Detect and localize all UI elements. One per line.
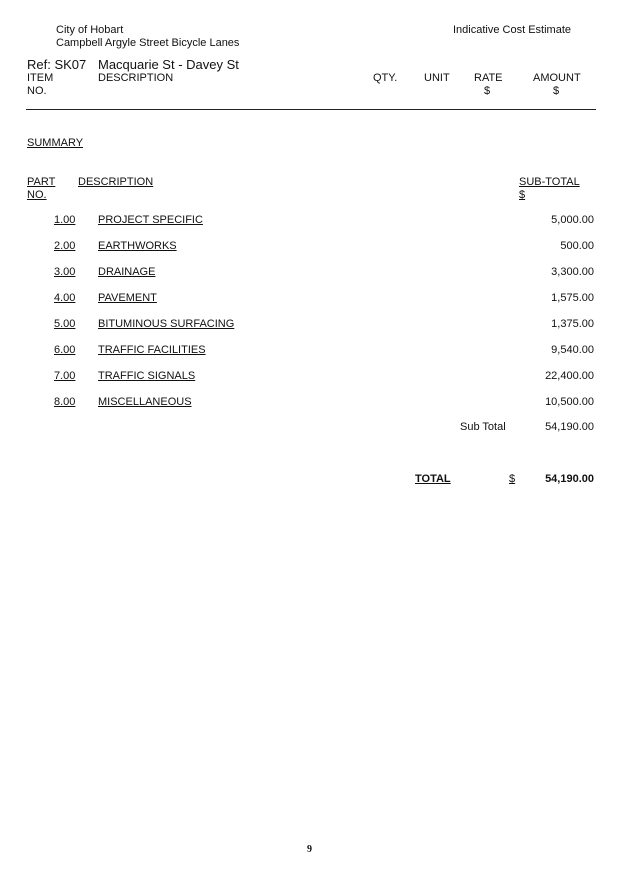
reference: Ref: SK07 bbox=[27, 57, 87, 72]
project-name: Campbell Argyle Street Bicycle Lanes bbox=[56, 37, 240, 49]
part-description: MISCELLANEOUS bbox=[98, 396, 192, 408]
part-number: 7.00 bbox=[54, 370, 76, 382]
summary-col-description: DESCRIPTION bbox=[78, 176, 154, 188]
part-subtotal: 3,300.00 bbox=[551, 266, 594, 278]
subtotal-label: Sub Total bbox=[460, 421, 506, 433]
col-item-no-line2: NO. bbox=[27, 85, 47, 97]
col-rate-line1: RATE bbox=[474, 72, 503, 84]
part-description: TRAFFIC SIGNALS bbox=[98, 370, 196, 382]
part-number: 5.00 bbox=[54, 318, 76, 330]
col-amount-line2: $ bbox=[553, 85, 560, 97]
col-rate-line2: $ bbox=[484, 85, 491, 97]
col-unit: UNIT bbox=[424, 72, 450, 84]
part-description: PAVEMENT bbox=[98, 292, 157, 304]
part-description: TRAFFIC FACILITIES bbox=[98, 344, 206, 356]
part-subtotal: 5,000.00 bbox=[551, 214, 594, 226]
page-number: 9 bbox=[307, 844, 312, 855]
total-currency: $ bbox=[509, 473, 516, 485]
part-number: 6.00 bbox=[54, 344, 76, 356]
total-label: TOTAL bbox=[415, 473, 451, 485]
part-number: 3.00 bbox=[54, 266, 76, 278]
part-subtotal: 1,575.00 bbox=[551, 292, 594, 304]
col-qty: QTY. bbox=[373, 72, 398, 84]
document-type: Indicative Cost Estimate bbox=[453, 24, 571, 36]
summary-col-subtotal-line1: SUB-TOTAL bbox=[519, 176, 580, 188]
col-description: DESCRIPTION bbox=[98, 72, 174, 84]
col-amount-line1: AMOUNT bbox=[533, 72, 581, 84]
part-number: 1.00 bbox=[54, 214, 76, 226]
part-description: PROJECT SPECIFIC bbox=[98, 214, 203, 226]
part-description: EARTHWORKS bbox=[98, 240, 177, 252]
part-description: DRAINAGE bbox=[98, 266, 156, 278]
part-subtotal: 1,375.00 bbox=[551, 318, 594, 330]
part-subtotal: 9,540.00 bbox=[551, 344, 594, 356]
part-subtotal: 22,400.00 bbox=[545, 370, 594, 382]
part-subtotal: 10,500.00 bbox=[545, 396, 594, 408]
summary-col-part-line2: NO. bbox=[27, 189, 47, 201]
total-value: 54,190.00 bbox=[545, 473, 594, 485]
location: Macquarie St - Davey St bbox=[98, 57, 239, 72]
col-item-no-line1: ITEM bbox=[27, 72, 54, 84]
header-rule bbox=[26, 109, 596, 110]
part-number: 2.00 bbox=[54, 240, 76, 252]
summary-col-subtotal-line2: $ bbox=[519, 189, 526, 201]
part-description: BITUMINOUS SURFACING bbox=[98, 318, 235, 330]
summary-col-part-line1: PART bbox=[27, 176, 56, 188]
summary-heading: SUMMARY bbox=[27, 137, 84, 149]
part-number: 4.00 bbox=[54, 292, 76, 304]
part-subtotal: 500.00 bbox=[560, 240, 594, 252]
part-number: 8.00 bbox=[54, 396, 76, 408]
subtotal-value: 54,190.00 bbox=[545, 421, 594, 433]
org-name: City of Hobart bbox=[56, 24, 124, 36]
